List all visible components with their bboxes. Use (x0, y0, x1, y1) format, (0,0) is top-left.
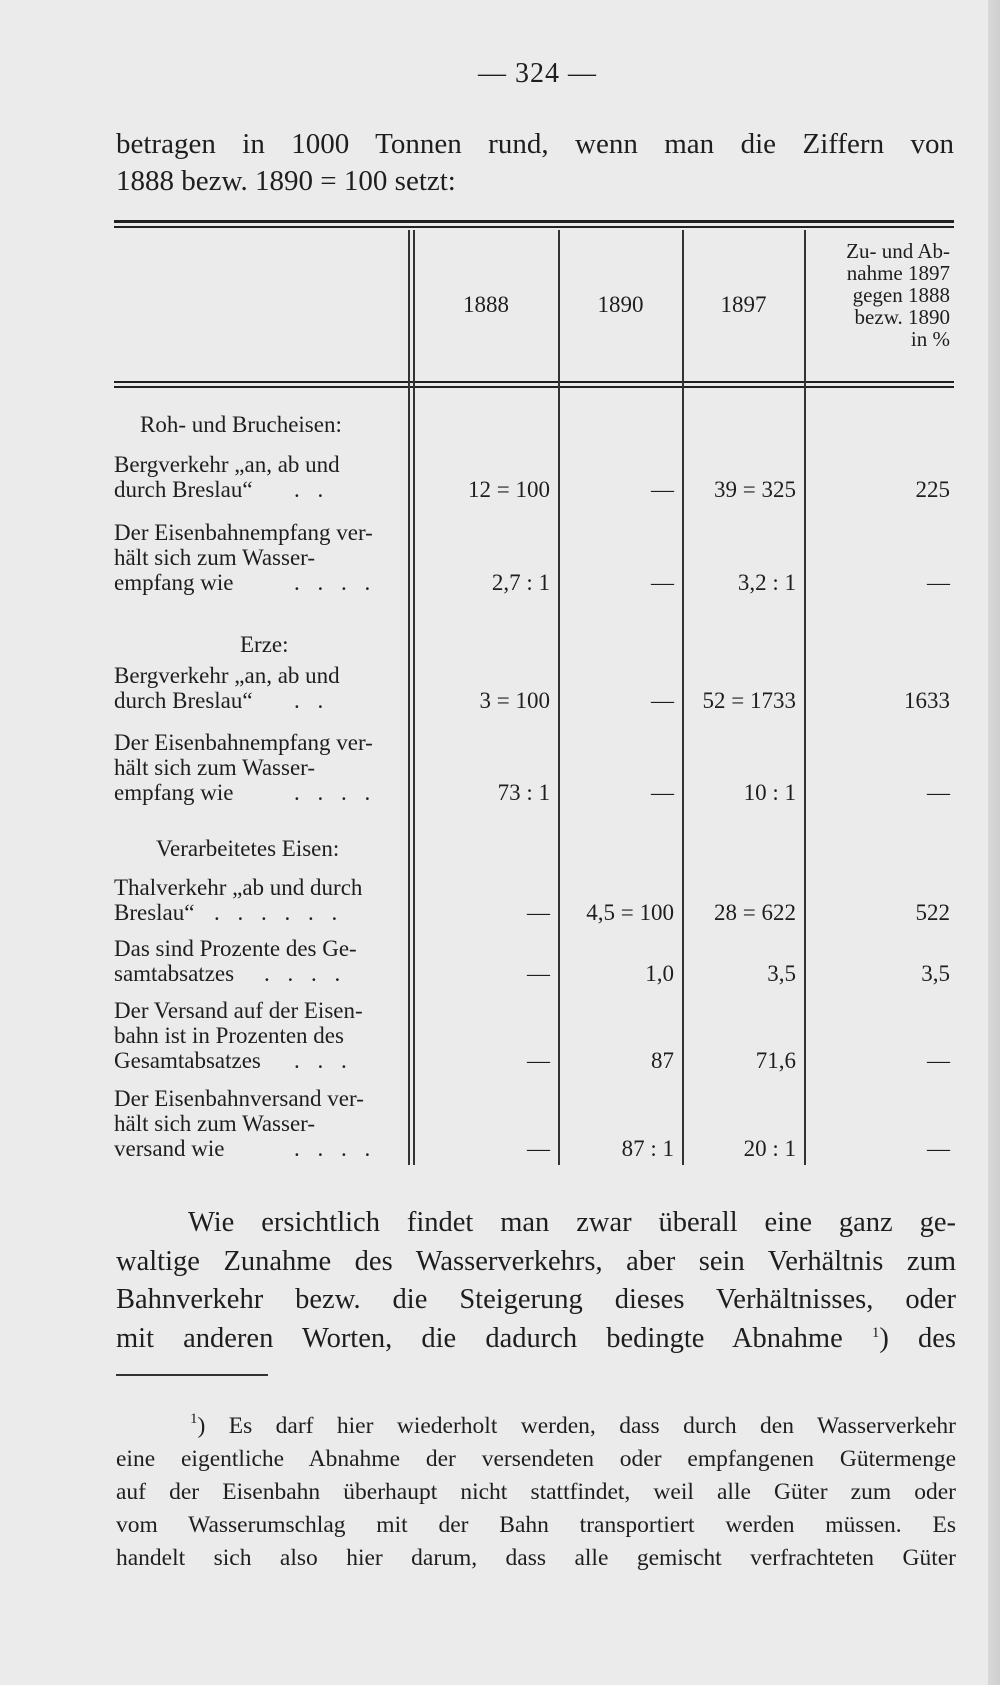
column-divider (408, 230, 410, 1165)
row-label-line: Breslau“ (114, 900, 195, 925)
header-1888: 1888 (463, 292, 509, 317)
row-label-line: Thalverkehr „ab und durch (114, 875, 363, 900)
table-cell-c1888: 2,7 : 1 (491, 570, 550, 595)
row-label-line: empfang wie (114, 780, 234, 805)
table-cell-change: 225 (915, 477, 950, 502)
table-cell-c1897: 28 = 622 (714, 900, 796, 925)
header-change-line: Zu- und Ab- (846, 239, 950, 263)
header-change-line: bezw. 1890 (854, 305, 950, 329)
header-change-line: gegen 1888 (852, 283, 950, 307)
table-cell-c1890: — (651, 688, 674, 713)
table-cell-c1890: 1,0 (645, 961, 674, 986)
leader-dots: . . . . (264, 961, 347, 986)
footnote-line-2: eine eigentliche Abnahme der versendeten oder empfangenen Gütermenge (116, 1446, 956, 1472)
table-cell-c1888: 73 : 1 (497, 780, 550, 805)
table-cell-c1897: 39 = 325 (714, 477, 796, 502)
footnote-ref: 1 (871, 1324, 880, 1341)
table-cell-c1888: — (527, 1136, 550, 1161)
table-top-rule (114, 220, 954, 223)
table-cell-c1888: — (527, 1048, 550, 1073)
footnote-line-5: handelt sich also hier darum, dass alle gemischt verfrachteten Güter (116, 1545, 956, 1571)
category-eisen: Verarbeitetes Eisen: (156, 836, 340, 861)
row-label-line: hält sich zum Wasser- (114, 545, 316, 570)
leader-dots: . . . . . . (214, 900, 344, 925)
table-cell-c1888: 12 = 100 (468, 477, 550, 502)
intro-paragraph (116, 126, 954, 200)
header-change-line: nahme 1897 (846, 261, 950, 285)
row-label-line: samtabsatzes (114, 961, 235, 986)
row-label-line: Gesamtabsatzes (114, 1048, 261, 1073)
leader-dots: . . . (294, 1048, 353, 1073)
table-cell-c1888: — (527, 961, 550, 986)
footnote-marker: 1 (190, 1411, 198, 1427)
leader-dots: . . . . (294, 780, 377, 805)
body-line-1: Wie ersichtlich findet man zwar überall eine ganz ge- (188, 1207, 956, 1238)
table-cell-c1890: 87 : 1 (621, 1136, 674, 1161)
footnote-rule (116, 1374, 268, 1376)
footnote (116, 1410, 956, 1575)
table-cell-c1888: 3 = 100 (479, 688, 550, 713)
leader-dots: . . (294, 477, 330, 502)
table-cell-c1890: — (651, 780, 674, 805)
header-1890: 1890 (597, 292, 644, 317)
row-label-line: durch Breslau“ (114, 688, 253, 713)
row-label-line: versand wie (114, 1136, 225, 1161)
table-cell-c1890: 4,5 = 100 (586, 900, 674, 925)
footnote-line-1 (116, 1410, 956, 1443)
footnote-line-1-text: ) Es darf hier wiederholt werden, dass durch den Wasserverkehr (197, 1413, 956, 1439)
row-label-line: hält sich zum Wasser- (114, 755, 316, 780)
intro-line-2: 1888 bezw. 1890 = 100 setzt: (116, 165, 456, 197)
row-label-line: Bergverkehr „an, ab und (114, 663, 340, 688)
footnote-line-4: vom Wasserumschlag mit der Bahn transportiert werden müssen. Es (116, 1512, 956, 1538)
body-line-2: waltige Zunahme des Wasserverkehrs, aber sein Verhältnis zum (116, 1245, 956, 1277)
header-1897: 1897 (720, 292, 767, 317)
table-cell-change: — (927, 780, 950, 805)
table-cell-c1890: — (651, 477, 674, 502)
header-change (808, 240, 950, 350)
body-paragraph (116, 1204, 956, 1358)
row-label-line: Der Eisenbahnversand ver- (114, 1086, 364, 1111)
table-cell-c1897: 20 : 1 (743, 1136, 796, 1161)
row-label-line: durch Breslau“ (114, 477, 253, 502)
leader-dots: . . (294, 688, 330, 713)
row-label-line: Der Eisenbahnempfang ver- (114, 730, 373, 755)
table-cell-c1897: 3,2 : 1 (737, 570, 796, 595)
leader-dots: . . . . (294, 570, 377, 595)
table-top-rule-thin (114, 226, 954, 228)
header-rule (114, 381, 954, 383)
row-label-line: bahn ist in Prozenten des (114, 1023, 344, 1048)
table-cell-change: 3,5 (921, 961, 950, 986)
footnote-line-3: auf der Eisenbahn überhaupt nicht stattfindet, weil alle Güter zum oder (116, 1479, 956, 1505)
freight-table (114, 220, 954, 1165)
table-cell-c1890: 87 (651, 1048, 674, 1073)
table-cell-change: — (927, 1136, 950, 1161)
page-edge (988, 0, 1000, 1685)
column-divider (682, 230, 684, 1165)
column-divider (804, 230, 806, 1165)
table-cell-c1897: 52 = 1733 (702, 688, 796, 713)
column-divider (558, 230, 560, 1165)
column-divider (413, 230, 415, 1165)
header-rule-thin (114, 386, 954, 388)
row-label-line: Der Eisenbahnempfang ver- (114, 520, 373, 545)
row-label-line: empfang wie (114, 570, 234, 595)
body-line-3: Bahnverkehr bezw. die Steigerung dieses Verhältnisses, oder (116, 1284, 956, 1315)
row-label-line: Bergverkehr „an, ab und (114, 452, 340, 477)
row-label-line: Das sind Prozente des Ge- (114, 936, 357, 961)
table-cell-change: 522 (915, 900, 950, 925)
row-label-line: Der Versand auf der Eisen- (114, 998, 363, 1023)
table-cell-c1897: 71,6 (755, 1048, 796, 1073)
body-line-4-text: mit anderen Worten, die dadurch bedingte Abnahme (116, 1322, 843, 1354)
table-cell-c1890: — (651, 570, 674, 595)
category-roheisen: Roh- und Brucheisen: (140, 412, 342, 437)
table-cell-change: — (927, 570, 950, 595)
row-label-line: hält sich zum Wasser- (114, 1111, 316, 1136)
table-cell-change: 1633 (904, 688, 950, 713)
leader-dots: . . . . (294, 1136, 377, 1161)
table-cell-c1897: 10 : 1 (743, 780, 796, 805)
body-line-4-end: ) des (879, 1322, 957, 1354)
category-erze: Erze: (240, 632, 289, 657)
body-line-4 (116, 1320, 956, 1359)
table-cell-c1897: 3,5 (767, 961, 796, 986)
header-change-line: in % (910, 327, 950, 351)
intro-line-1: betragen in 1000 Tonnen rund, wenn man die Ziffern von (116, 128, 954, 160)
table-cell-change: — (927, 1048, 950, 1073)
page-number: — 324 — (478, 58, 597, 89)
table-cell-c1888: — (527, 900, 550, 925)
